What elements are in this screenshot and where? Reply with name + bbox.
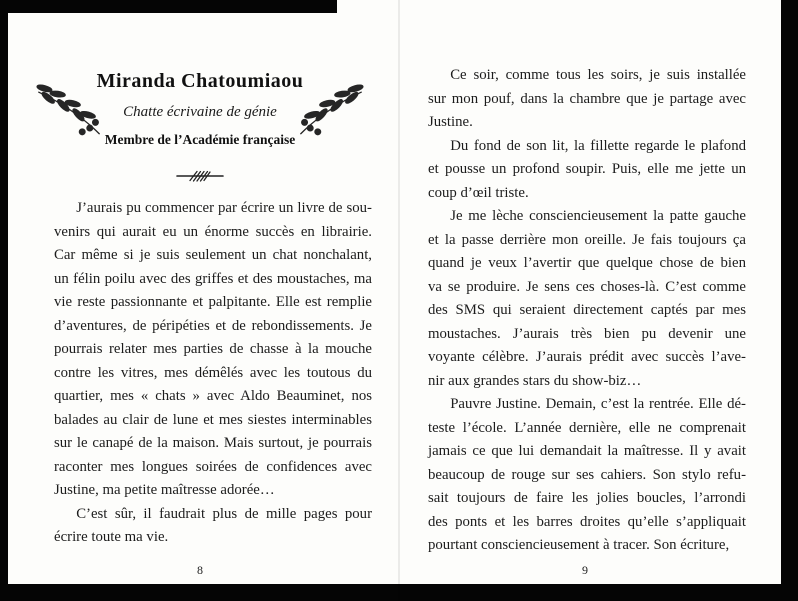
text-line: venirs qui aurait eu un énorme succès en librairie.: [54, 223, 372, 240]
text-line: J’aurais pu commencer par écrire un livre de sou-: [76, 200, 372, 216]
text-line: Justine.: [428, 114, 473, 130]
text-line: sur le canapé de la maison. Mais surtout, je pourrais: [54, 435, 372, 451]
text-line: Pauvre Justine. Demain, c’est la rentrée. Elle dé-: [450, 396, 746, 412]
text-line: pourtant consciencieusement à tracer. Son écriture,: [428, 537, 730, 553]
paragraph: [428, 205, 746, 393]
text-line: pourrais relater mes parties de chasse à la mouche: [54, 341, 372, 357]
book-affiliation: Membre de l’Académie française: [104, 132, 296, 147]
text-line: C’est sûr, il faudrait plus de mille pages pour: [76, 505, 372, 522]
page-body: [54, 197, 372, 550]
text-line: écrire toute ma vie.: [54, 529, 169, 545]
paragraph: [428, 393, 746, 558]
text-line: Ce soir, comme tous les soirs, je suis installée: [450, 67, 746, 83]
text-line: Car même si je suis seulement un chat nonchalant,: [54, 247, 372, 263]
section-divider-icon: [176, 166, 224, 186]
text-line: raconter mes longues soirées de confidences avec: [54, 458, 372, 475]
text-line: voyante célèbre. J’aurais prédit avec succès l’ave-: [428, 349, 746, 365]
text-line: vie reste passionnante et palpitante. Elle est remplie: [54, 294, 372, 310]
text-line: beaucoup de rouge sur ses cahiers. Son stylo refu-: [428, 466, 746, 483]
text-line: un félin poilu avec des griffes et des moustaches, ma: [54, 270, 372, 287]
text-line: et la passe derrière mon oreille. Je fais toujours ça: [428, 231, 746, 248]
page-body: [428, 64, 746, 558]
paragraph: [54, 197, 372, 503]
text-line: sur mon pouf, dans la chambre que je partage avec: [428, 90, 746, 107]
book-subtitle: Chatte écrivaine de génie: [123, 104, 277, 120]
paragraph: [54, 503, 372, 550]
paragraph: [428, 64, 746, 135]
text-line: quartier, mes « chats » avec Aldo Beauminet, nos: [54, 388, 372, 404]
text-line: nir aux grandes stars du show-biz…: [428, 372, 642, 389]
olive-branch-right-icon: [297, 84, 365, 140]
text-line: balades au clair de lune et mes siestes interminables: [54, 411, 372, 428]
book-title: Miranda Chatoumiaou: [96, 70, 304, 92]
text-line: moustaches. J’aurais très bien pu devenir une: [428, 325, 746, 342]
text-line: d’aventures, de péripéties et de rebondissements. Je: [54, 317, 372, 334]
right-page: [399, 0, 798, 601]
text-line: des ponts et les barres droites qu’elle s’appliquait: [428, 513, 746, 530]
text-line: contre les vitres, mes démêlés avec les toutous du: [54, 364, 372, 381]
text-line: quand je veux l’avertir que quelque chose de bien: [428, 255, 746, 271]
text-line: des SMS qui seraient directement captés par mes: [428, 302, 746, 318]
text-line: Du fond de son lit, la fillette regarde le plafond: [450, 137, 746, 154]
text-line: Je me lèche consciencieusement la patte gauche: [450, 208, 746, 224]
text-line: jamais ce que lui demandait la maîtresse. Il y avait: [428, 443, 746, 459]
page-number: 9: [582, 563, 588, 577]
paragraph: [428, 135, 746, 206]
text-line: et pousse un profond soupir. Puis, elle me jette un: [428, 161, 746, 177]
text-line: Justine, ma petite maîtresse adorée…: [54, 482, 275, 498]
text-line: va se produire. Je sens ces choses-là. C’est comme: [428, 278, 746, 295]
page-number: 8: [197, 563, 203, 577]
text-line: teste l’école. L’année dernière, elle ne comprenait: [428, 419, 746, 436]
text-line: sait toujours de faire les jolies boucles, l’arrondi: [428, 490, 746, 506]
text-line: coup d’œil triste.: [428, 184, 529, 201]
